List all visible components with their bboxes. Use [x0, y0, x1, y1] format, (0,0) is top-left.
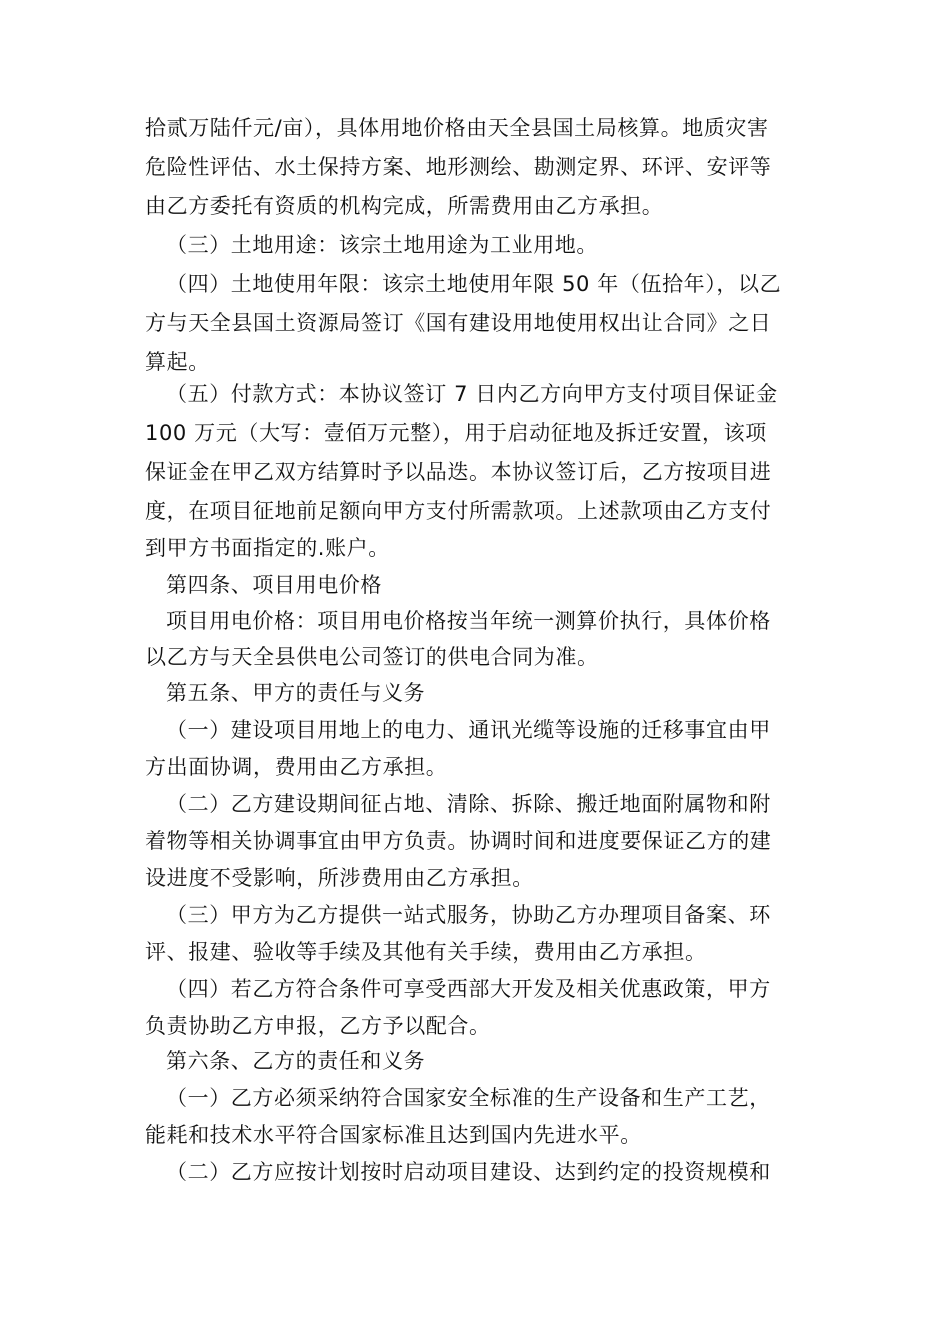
text-line: 项目用电价格：项目用电价格按当年统一测算价执行，具体价格: [166, 609, 771, 633]
text-line: （二）乙方应按计划按时启动项目建设、达到约定的投资规模和: [166, 1160, 771, 1184]
text-line: （三）甲方为乙方提供一站式服务，协助乙方办理项目备案、环: [166, 903, 771, 927]
text-line: 评、报建、验收等手续及其他有关手续，费用由乙方承担。: [145, 940, 707, 964]
text-line: 到甲方书面指定的.账户。: [145, 536, 390, 560]
text-line: （四）土地使用年限：该宗土地使用年限 50 年（伍拾年），以乙: [166, 272, 782, 296]
section-heading: 第五条、甲方的责任与义务: [166, 681, 426, 705]
text-line: 100 万元（大写：壹佰万元整），用于启动征地及拆迁安置，该项: [145, 421, 767, 445]
text-line: 能耗和技术水平符合国家标准且达到国内先进水平。: [145, 1123, 642, 1147]
text-line: 保证金在甲乙双方结算时予以品迭。本协议签订后，乙方按项目进: [145, 460, 772, 484]
text-line: （四）若乙方符合条件可享受西部大开发及相关优惠政策，甲方: [166, 977, 771, 1001]
text-line: 方与天全县国土资源局签订《国有建设用地使用权出让合同》之日: [145, 311, 772, 335]
text-line: 以乙方与天全县供电公司签订的供电合同为准。: [145, 645, 599, 669]
text-line: 算起。: [145, 350, 210, 374]
text-line: 方出面协调，费用由乙方承担。: [145, 755, 448, 779]
text-line: （三）土地用途：该宗土地用途为工业用地。: [166, 233, 598, 257]
text-line: （二）乙方建设期间征占地、清除、拆除、搬迁地面附属物和附: [166, 792, 771, 816]
section-heading: 第四条、项目用电价格: [166, 573, 382, 597]
section-heading: 第六条、乙方的责任和义务: [166, 1049, 426, 1073]
text-line: 度，在项目征地前足额向甲方支付所需款项。上述款项由乙方支付: [145, 499, 772, 523]
text-line: 由乙方委托有资质的机构完成，所需费用由乙方承担。: [145, 194, 664, 218]
text-line: 拾贰万陆仟元/亩），具体用地价格由天全县国土局核算。地质灾害: [145, 116, 769, 140]
text-line: （一）建设项目用地上的电力、通讯光缆等设施的迁移事宜由甲: [166, 718, 771, 742]
text-line: 危险性评估、水土保持方案、地形测绘、勘测定界、环评、安评等: [145, 155, 772, 179]
text-line: （五）付款方式：本协议签订 7 日内乙方向甲方支付项目保证金: [166, 382, 778, 406]
text-line: 负责协助乙方申报，乙方予以配合。: [145, 1014, 491, 1038]
text-line: 着物等相关协调事宜由甲方负责。协调时间和进度要保证乙方的建: [145, 829, 772, 853]
text-line: 设进度不受影响，所涉费用由乙方承担。: [145, 866, 534, 890]
text-line: （一）乙方必须采纳符合国家安全标准的生产设备和生产工艺，: [166, 1086, 771, 1110]
